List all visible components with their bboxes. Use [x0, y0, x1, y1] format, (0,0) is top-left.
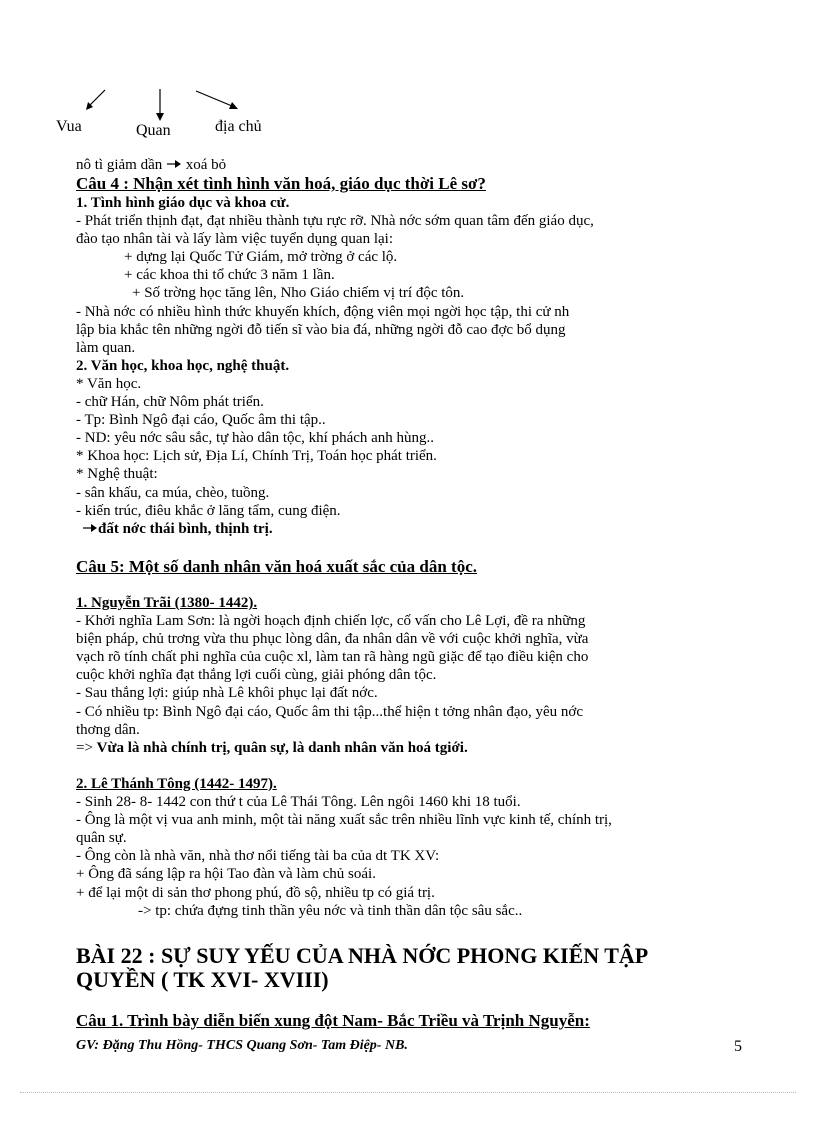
- question-1-heading: Câu 1. Trình bày diễn biến xung đột Nam- Bắc Triều và Trịnh Nguyễn:: [76, 1011, 590, 1030]
- question-4-heading: Câu 4 : Nhận xét tình hình văn hoá, giáo dục thời Lê sơ?: [76, 174, 486, 193]
- text-line: + Ông đã sáng lập ra hội Tao đàn và làm chủ soái.: [76, 866, 376, 882]
- conclusion-line: đất nớc thái bình, thịnh trị.: [82, 521, 273, 538]
- arrow-to-quan-icon: [154, 88, 166, 122]
- text-line: - chữ Hán, chữ Nôm phát triển.: [76, 394, 264, 410]
- text-line: - Tp: Bình Ngô đại cáo, Quốc âm thi tập..: [76, 412, 326, 428]
- text-line: - Sinh 28- 8- 1442 con thứ t của Lê Thái Tông. Lên ngôi 1460 khi 18 tuổi.: [76, 794, 521, 810]
- section-2-heading: 2. Văn học, khoa học, nghệ thuật.: [76, 358, 290, 374]
- text-line: - Ông còn là nhà văn, nhà thơ nổi tiếng tài ba của dt TK XV:: [76, 848, 440, 864]
- text-line: làm quan.: [76, 340, 136, 356]
- text-line: - Phát triển thịnh đạt, đạt nhiều thành tựu rực rỡ. Nhà nớc sớm quan tâm đến giáo dục,: [76, 213, 594, 229]
- text-line: + để lại một di sản thơ phong phú, đồ sộ, nhiều tp có giá trị.: [76, 885, 435, 901]
- text-line: - Nhà nớc có nhiều hình thức khuyến khích, động viên mọi ngời học tập, thi cử nh: [76, 304, 570, 320]
- text-line: - Ông là một vị vua anh minh, một tài năng xuất sắc trên nhiều lĩnh vực kinh tế, chính trị,: [76, 812, 612, 828]
- slave-line: nô tì giảm dần xoá bỏ: [76, 157, 227, 173]
- bottom-divider: [20, 1092, 796, 1093]
- text-line: - Sau thắng lợi: giúp nhà Lê khôi phục lại đất nớc.: [76, 685, 378, 701]
- text-line: vạch rõ tính chất phi nghĩa của cuộc xl, làm tan rã hàng ngũ giặc để tạo điều kiện cho: [76, 649, 589, 665]
- question-5-heading: Câu 5: Một số danh nhân văn hoá xuất sắc của dân tộc.: [76, 557, 477, 576]
- diagram-dia-chu: địa chủ: [215, 118, 262, 135]
- text-line: biện pháp, chủ trơng vừa thu phục lòng dân, đa nhân dân về với cuộc khởi nghĩa, vừa: [76, 631, 589, 647]
- page-number: 5: [734, 1038, 742, 1055]
- text-line: cuộc khởi nghĩa đạt thắng lợi cuối cùng, giải phóng dân tộc.: [76, 667, 437, 683]
- section-1-heading: 1. Tình hình giáo dục và khoa cử.: [76, 195, 290, 211]
- diagram-quan: Quan: [136, 122, 171, 139]
- text-line: * Văn học.: [76, 376, 142, 392]
- text-line: thơng dân.: [76, 722, 140, 738]
- text-line: * Nghệ thuật:: [76, 466, 158, 482]
- text-line: quân sự.: [76, 830, 127, 846]
- lesson-22-title-cont: QUYỀN ( TK XVI- XVIII): [76, 967, 329, 992]
- page-footer: [76, 1038, 742, 1054]
- person-2-heading: 2. Lê Thánh Tông (1442- 1497).: [76, 776, 277, 792]
- arrow-to-vua-icon: [84, 88, 108, 112]
- text-line: * Khoa học: Lịch sử, Địa Lí, Chính Trị, Toán học phát triển.: [76, 448, 437, 464]
- conclusion-line: => Vừa là nhà chính trị, quân sự, là danh nhân văn hoá tgiới.: [76, 740, 468, 756]
- text-line: - kiến trúc, điêu khắc ở lăng tẩm, cung điện.: [76, 503, 341, 519]
- person-1-heading: 1. Nguyễn Trãi (1380- 1442).: [76, 595, 258, 611]
- text-line: lập bia khắc tên những ngời đỗ tiến sĩ vào bia đá, những ngời đỗ cao đợc bổ dụng: [76, 322, 566, 338]
- text-line: - ND: yêu nớc sâu sắc, tự hào dân tộc, khí phách anh hùng..: [76, 430, 435, 446]
- text-line: + dựng lại Quốc Tử Giám, mở trờng ở các lộ.: [124, 249, 398, 265]
- text-line: + Số trờng học tăng lên, Nho Giáo chiếm vị trí độc tôn.: [132, 285, 465, 301]
- arrow-right-icon: [166, 158, 182, 170]
- text-line: - Khởi nghĩa Lam Sơn: là ngời hoạch định chiến lợc, cố vấn cho Lê Lợi, đề ra những: [76, 613, 586, 629]
- arrow-to-dia-chu-icon: [194, 88, 240, 112]
- arrow-right-icon: [82, 522, 98, 534]
- lesson-22-title: BÀI 22 : SỰ SUY YẾU CỦA NHÀ NỚC PHONG KIẾN TẬP: [76, 943, 649, 968]
- text-line: -> tp: chứa đựng tinh thần yêu nớc và tinh thần dân tộc sâu sắc..: [138, 903, 523, 919]
- footer-author: GV: Đặng Thu Hồng- THCS Quang Sơn- Tam Điệp- NB.: [76, 1038, 408, 1053]
- text-line: + các khoa thi tổ chức 3 năm 1 lần.: [124, 267, 335, 283]
- diagram-vua: Vua: [56, 118, 82, 135]
- text-line: - Có nhiều tp: Bình Ngô đại cáo, Quốc âm thi tập...thể hiện t tởng nhân đạo, yêu nớc: [76, 704, 584, 720]
- text-line: đào tạo nhân tài và lấy làm việc tuyển dụng quan lại:: [76, 231, 393, 247]
- text-line: - sân khấu, ca múa, chèo, tuồng.: [76, 485, 270, 501]
